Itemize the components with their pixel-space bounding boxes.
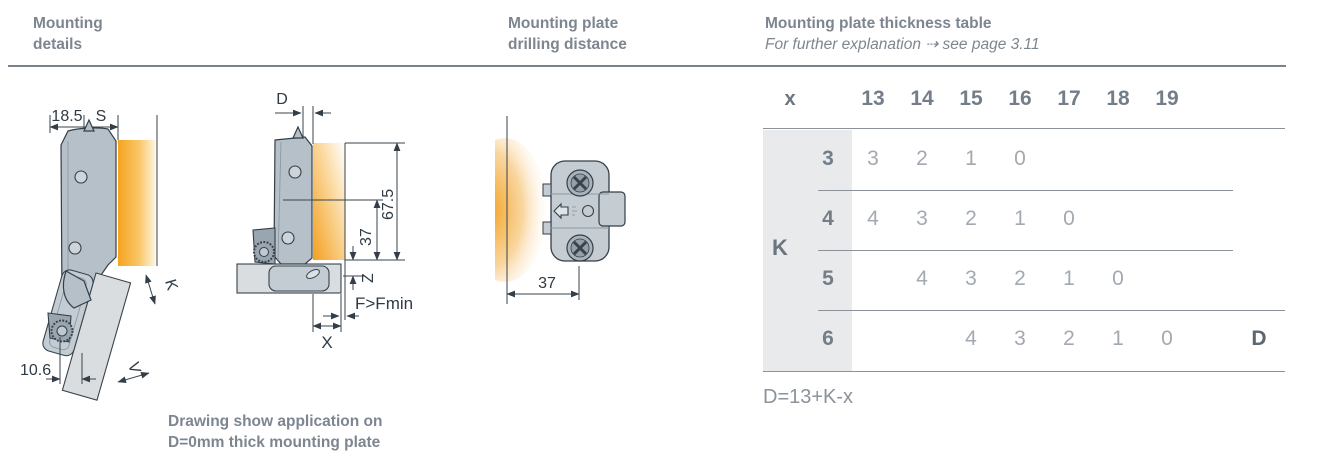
- col-header-13: 13: [861, 87, 885, 110]
- result-label-d: D: [1251, 327, 1267, 350]
- dim-f-label: F>Fmin: [355, 294, 414, 313]
- hinge-cup: [269, 266, 329, 291]
- table-cell: 1: [1112, 327, 1124, 350]
- table-cell: 3: [965, 267, 977, 290]
- table-cell: 2: [916, 147, 928, 170]
- table-cell: 0: [1063, 207, 1075, 230]
- screw-top: [567, 170, 593, 196]
- screw-bottom: [567, 235, 593, 261]
- table-cell: 2: [1063, 327, 1075, 350]
- caption-line: D=0mm thick mounting plate: [168, 434, 381, 451]
- table-cell: 1: [1063, 267, 1075, 290]
- table-rule: [818, 190, 1233, 191]
- dim-10-6-label: 10.6: [20, 362, 52, 379]
- caption-line: Drawing show application on: [168, 413, 383, 430]
- header-thickness-table: [765, 13, 1040, 55]
- hinge-hook: [293, 127, 303, 138]
- dim-s-label: S: [95, 108, 107, 125]
- thickness-table: [750, 80, 1310, 420]
- table-cell: 0: [1014, 147, 1026, 170]
- col-header-17: 17: [1057, 87, 1081, 110]
- wheel-hub: [260, 248, 269, 257]
- table-cell: 2: [965, 207, 977, 230]
- table-rule: [763, 128, 1285, 129]
- table-cell: 3: [1014, 327, 1026, 350]
- table-cell: 0: [1112, 267, 1124, 290]
- table-rule: [763, 371, 1285, 372]
- screw-hole: [289, 166, 301, 178]
- mounting-plate-drawing: [495, 108, 650, 323]
- col-header-14: 14: [910, 87, 934, 110]
- header-line: details: [33, 36, 83, 53]
- row-label-k5: 5: [822, 267, 834, 290]
- table-cell: 1: [965, 147, 977, 170]
- screw-hole: [282, 232, 294, 244]
- mounting-plate-wing: [599, 192, 625, 226]
- cabinet-panel: [118, 140, 157, 266]
- dim-d-label: D: [276, 91, 288, 108]
- header-line: Mounting: [33, 15, 103, 32]
- header-drilling-distance: [508, 13, 627, 55]
- col-header-16: 16: [1008, 87, 1032, 110]
- dim-v-label: V: [124, 360, 144, 376]
- row-label-k3: 3: [822, 147, 834, 170]
- cabinet-panel: [313, 143, 345, 260]
- mounting-details-drawing: [18, 85, 223, 410]
- header-line: Mounting plate: [508, 15, 619, 32]
- row-label-k6: 6: [822, 327, 834, 350]
- dim-x-label: X: [321, 333, 333, 352]
- drilling-distance-drawing: [225, 80, 445, 375]
- table-corner-x: x: [784, 88, 796, 110]
- dim-37-label: 37: [358, 228, 375, 246]
- table-cell: 2: [1014, 267, 1026, 290]
- col-header-19: 19: [1155, 87, 1179, 110]
- table-cell: 3: [916, 207, 928, 230]
- screw-hole: [75, 171, 87, 183]
- panel-glow: [495, 138, 547, 282]
- dim-k-label: K: [161, 277, 181, 293]
- table-cell: 1: [1014, 207, 1026, 230]
- dim-67-5-label: 67.5: [380, 188, 397, 220]
- dim-line-v: [118, 373, 149, 382]
- row-axis-k: K: [772, 235, 788, 260]
- row-label-k4: 4: [822, 207, 834, 230]
- dim-37-label: 37: [538, 275, 556, 292]
- formula: D=13+K-x: [763, 386, 854, 408]
- header-rule: [8, 65, 1286, 67]
- col-header-15: 15: [959, 87, 983, 110]
- table-cell: 4: [965, 327, 977, 350]
- screw-hole: [69, 242, 81, 254]
- drawing-caption: [168, 411, 382, 453]
- dim-18-5-label: 18.5: [51, 108, 83, 125]
- plate-tab: [543, 184, 551, 196]
- table-subtitle: For further explanation ⇢ see page 3.11: [765, 36, 1040, 53]
- col-header-18: 18: [1106, 87, 1130, 110]
- table-title: Mounting plate thickness table: [765, 15, 992, 32]
- plate-tab: [543, 222, 551, 234]
- header-mounting-details: [33, 13, 103, 55]
- wheel-hub: [57, 326, 67, 336]
- dim-z-label: Z: [360, 273, 377, 283]
- dim-line-k: [146, 275, 155, 304]
- header-line: drilling distance: [508, 36, 627, 53]
- table-cell: 0: [1161, 327, 1173, 350]
- table-rule: [818, 310, 1285, 311]
- hinge-hook: [84, 120, 94, 131]
- table-rule: [818, 250, 1233, 251]
- table-cell: 4: [916, 267, 928, 290]
- table-cell: 3: [867, 147, 879, 170]
- table-cell: 4: [867, 207, 879, 230]
